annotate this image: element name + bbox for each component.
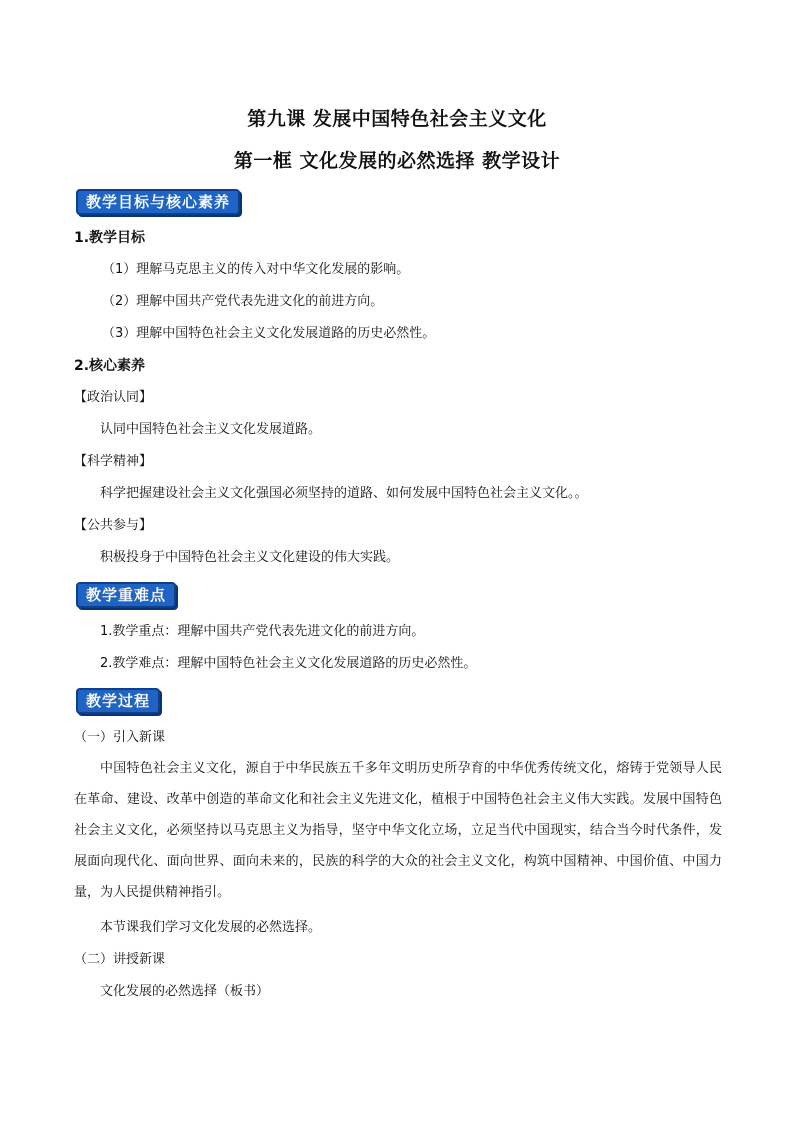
section-badge-process: 教学过程	[76, 688, 160, 714]
literacy-text: 科学把握建设社会主义文化强国必须坚持的道路、如何发展中国特色社会主义文化。。	[100, 486, 588, 501]
literacy-label: 【政治认同】	[74, 390, 153, 405]
literacy-text: 认同中国特色社会主义文化发展道路。	[100, 422, 322, 437]
literacy-label: 【公共参与】	[74, 518, 153, 533]
literacy-heading: 2.核心素养	[74, 358, 146, 374]
intro-paragraph: 中国特色社会主义文化，源自于中华民族五千多年文明历史所孕育的中华优秀传统文化，熔铸于党领导人民在革命、建设、改革中创造的革命文化和社会主义先进文化，植根于中国特色社会主义伟大实践。发展中国特色社会主义文化，必须坚持以马克思主义为指导，坚守中华文化立场，立足当代中国现实，结合当今时代条件，发展面向现代化、面向世界、面向未来的，民族的科学的大众的社会主义文化，构筑中国精神、中国价值、中国力量，为人民提供精神指引。	[74, 761, 722, 900]
key-point: 2.教学难点：理解中国特色社会主义文化发展道路的历史必然性。	[100, 656, 477, 671]
goal-item: （2）理解中国共产党代表先进文化的前进方向。	[102, 294, 384, 309]
literacy-text: 积极投身于中国特色社会主义文化建设的伟大实践。	[100, 550, 400, 565]
part2-heading: （二）讲授新课	[74, 952, 166, 967]
goal-item: （1）理解马克思主义的传入对中华文化发展的影响。	[102, 262, 410, 277]
literacy-label: 【科学精神】	[74, 454, 153, 469]
goals-heading: 1.教学目标	[74, 230, 146, 246]
section-badge-key-points: 教学重难点	[76, 582, 176, 608]
key-point: 1.教学重点：理解中国共产党代表先进文化的前进方向。	[100, 624, 425, 639]
part1-heading: （一）引入新课	[74, 730, 166, 745]
goal-item: （3）理解中国特色社会主义文化发展道路的历史必然性。	[102, 326, 436, 341]
section-badge-goals: 教学目标与核心素养	[76, 189, 240, 215]
lesson-subtitle: 第一框 文化发展的必然选择 教学设计	[233, 150, 561, 172]
intro-paragraph-2: 本节课我们学习文化发展的必然选择。	[100, 920, 322, 935]
lesson-title: 第九课 发展中国特色社会主义文化	[247, 108, 547, 130]
part2-line: 文化发展的必然选择（板书）	[100, 984, 270, 999]
